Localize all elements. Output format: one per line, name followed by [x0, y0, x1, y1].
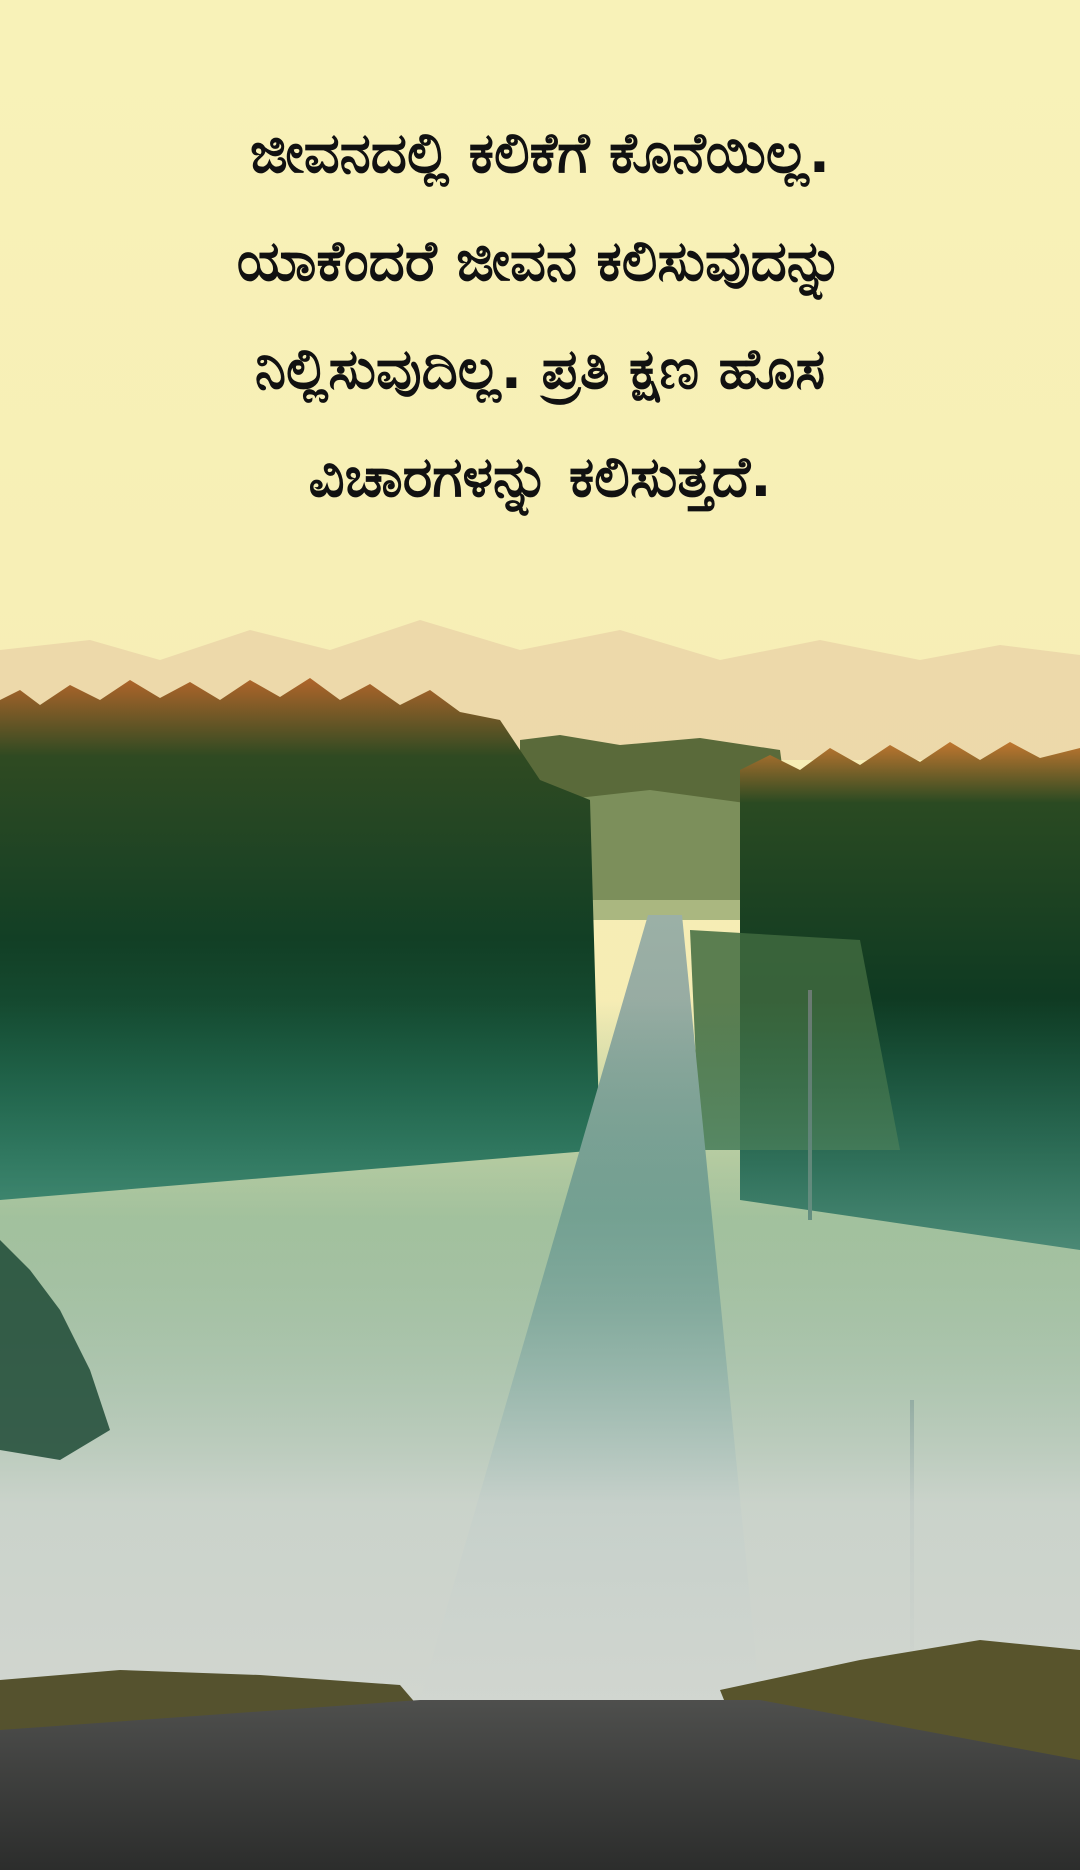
quote-line-3: ನಿಲ್ಲಿಸುವುದಿಲ್ಲ. ಪ್ರತಿ ಕ್ಷಣ ಹೊಸ [254, 337, 826, 402]
quote-line-1: ಜೀವನದಲ್ಲಿ ಕಲಿಕೆಗೆ ಕೊನೆಯಿಲ್ಲ. [249, 121, 831, 186]
quote-line-2: ಯಾಕೆಂದರೆ ಜೀವನ ಕಲಿಸುವುದನ್ನು [236, 229, 844, 294]
quote-line-4: ವಿಚಾರಗಳನ್ನು ಕಲಿಸುತ್ತದೆ. [308, 445, 772, 510]
quote-text [60, 100, 1020, 532]
